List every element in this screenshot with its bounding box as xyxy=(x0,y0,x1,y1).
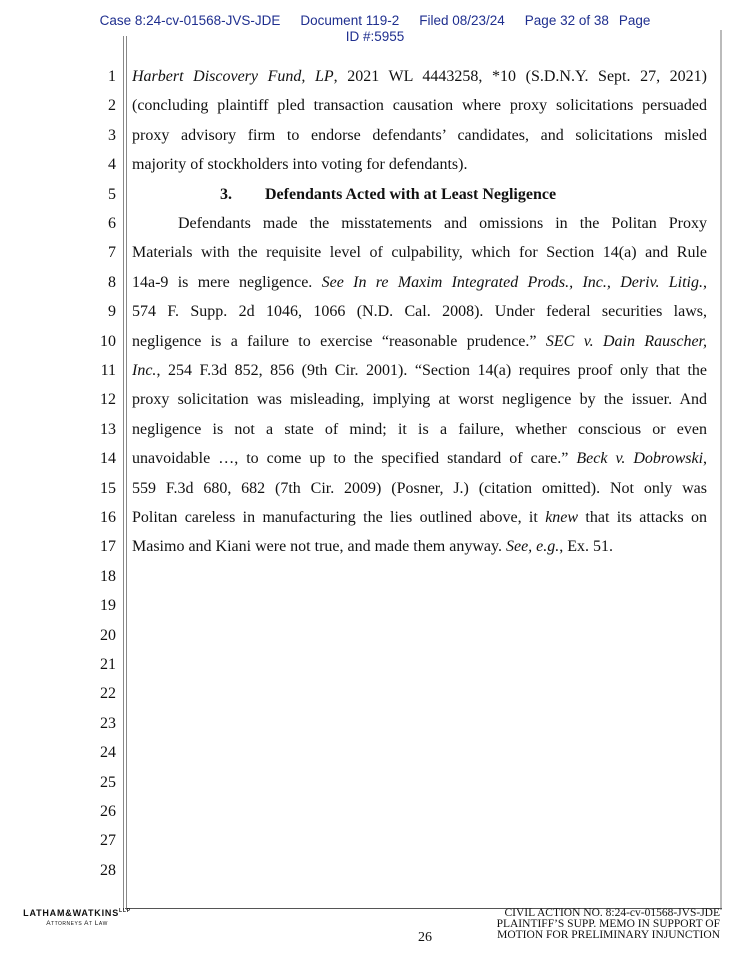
line-number: 5 xyxy=(108,185,116,203)
body-text-line xyxy=(132,156,707,174)
line-number: 7 xyxy=(108,244,116,262)
text-run: 14a-9 is mere negligence. xyxy=(132,273,322,291)
firm-suffix: LLP xyxy=(119,908,131,914)
text-run: , xyxy=(703,273,707,291)
line-number: 17 xyxy=(100,538,116,556)
line-number: 25 xyxy=(100,773,116,791)
text-run: Materials with the requisite level of culpability, which for Section 14(a) and Rule xyxy=(132,244,707,262)
text-run: Politan careless in manufacturing the lies outlined above, it xyxy=(132,509,546,526)
line-number: 9 xyxy=(108,303,116,321)
line-number: 18 xyxy=(100,567,116,585)
text-run: 574 F. Supp. 2d 1046, 1066 (N.D. Cal. 2008). Under federal securities laws, xyxy=(132,303,707,321)
text-run: negligence is not a state of mind; it is a failure, whether conscious or even xyxy=(132,420,707,438)
section-number: 3. xyxy=(220,185,232,203)
citation-italic: Beck v. Dobrowski xyxy=(576,450,704,468)
page-number: 26 xyxy=(418,930,432,945)
line-number: 8 xyxy=(108,273,116,291)
line-number: 2 xyxy=(108,97,116,115)
line-number: 15 xyxy=(100,479,116,497)
firm-logo xyxy=(22,908,132,927)
line-number: 3 xyxy=(108,126,116,144)
text-run: negligence is a failure to exercise “reasonable prudence.” xyxy=(132,332,546,350)
citation-italic: See, e.g. xyxy=(505,538,560,556)
body-text-line xyxy=(132,68,707,86)
line-number: 22 xyxy=(100,685,116,703)
firm-name: LATHAM&WATKINS xyxy=(23,908,119,918)
body-text-line xyxy=(132,215,707,233)
text-run: , 254 F.3d 852, 856 (9th Cir. 2001). “Section 14(a) requires proof only that the xyxy=(156,362,707,379)
text-run: , 2021 WL 4443258, *10 (S.D.N.Y. Sept. 27, 2021) xyxy=(333,68,707,85)
body-text-line xyxy=(132,362,707,380)
section-title: Defendants Acted with at Least Negligence xyxy=(265,185,557,203)
right-margin-rule xyxy=(720,30,722,910)
caption-line: PLAINTIFF’S SUPP. MEMO IN SUPPORT OF xyxy=(496,918,720,930)
line-number: 16 xyxy=(100,509,116,526)
filed-date: Filed 08/23/24 xyxy=(419,13,505,28)
body-text-line xyxy=(132,450,707,468)
text-run: Defendants made the misstatements and omissions in the Politan Proxy xyxy=(178,215,707,232)
left-margin-double-rule xyxy=(123,36,127,910)
text-run: majority of stockholders into voting for defendants). xyxy=(132,156,468,174)
line-number: 19 xyxy=(100,597,116,615)
body-text-line xyxy=(132,244,707,262)
body-text-line xyxy=(132,421,707,439)
line-number: 24 xyxy=(100,744,116,762)
line-number: 1 xyxy=(108,68,116,85)
line-number: 10 xyxy=(100,332,116,350)
case-number: Case 8:24-cv-01568-JVS-JDE xyxy=(99,13,281,28)
caption-line: CIVIL ACTION NO. 8:24-cv-01568-JVS-JDE xyxy=(504,907,720,919)
body-text-line xyxy=(132,333,707,351)
text-run: unavoidable …, to come up to the specified standard of care.” xyxy=(132,450,577,468)
caption-line: MOTION FOR PRELIMINARY INJUNCTION xyxy=(497,929,720,941)
body-text-line xyxy=(132,480,707,498)
text-run: proxy advisory firm to endorse defendants’ candidates, and solicitations misled xyxy=(132,126,707,144)
text-run: , xyxy=(703,450,707,468)
line-number: 4 xyxy=(108,156,116,174)
page-id: ID #:5955 xyxy=(345,29,405,44)
line-number: 14 xyxy=(100,450,116,468)
line-number: 27 xyxy=(100,832,116,850)
line-number: 6 xyxy=(108,215,116,232)
body-text-line xyxy=(132,274,707,292)
line-number: 28 xyxy=(100,861,116,879)
body-text-line xyxy=(132,509,707,527)
text-run: , Ex. 51. xyxy=(559,538,614,556)
text-run: proxy solicitation was misleading, implying at worst negligence by the issuer. And xyxy=(132,391,707,409)
line-number: 26 xyxy=(100,803,116,820)
line-number: 23 xyxy=(100,714,116,732)
body-text-line xyxy=(132,127,707,145)
text-run: that its attacks on xyxy=(578,509,707,526)
line-number: 12 xyxy=(100,391,116,409)
footer-caption xyxy=(497,908,720,941)
page-label: Page xyxy=(618,13,651,28)
body-text-line xyxy=(132,391,707,409)
text-run: 559 F.3d 680, 682 (7th Cir. 2009) (Posner, J.) (citation omitted). Not only was xyxy=(132,479,707,497)
citation-italic: Inc. xyxy=(132,362,157,379)
line-number: 20 xyxy=(100,626,116,644)
ecf-header-stamp xyxy=(0,13,750,45)
text-run: (concluding plaintiff pled transaction causation where proxy solicitations persuaded xyxy=(132,97,707,115)
document-number: Document 119-2 xyxy=(300,13,400,28)
body-text-line xyxy=(132,303,707,321)
body-text-line xyxy=(132,538,707,556)
citation-italic: knew xyxy=(545,509,579,526)
citation-italic: SEC v. Dain Rauscher, xyxy=(545,332,707,350)
line-number: 21 xyxy=(100,656,116,673)
page-count: Page 32 of 38 xyxy=(524,13,609,28)
section-heading xyxy=(220,186,750,204)
text-run: Masimo and Kiani were not true, and made them anyway. xyxy=(132,538,506,556)
line-number: 13 xyxy=(100,420,116,438)
citation-italic: Harbert Discovery Fund, LP xyxy=(132,68,334,85)
citation-italic: See In re Maxim Integrated Prods., Inc., Deriv. Litig. xyxy=(321,273,703,291)
line-number: 11 xyxy=(100,362,116,379)
firm-tagline: Attorneys At Law xyxy=(46,920,108,927)
body-text-line xyxy=(132,97,707,115)
